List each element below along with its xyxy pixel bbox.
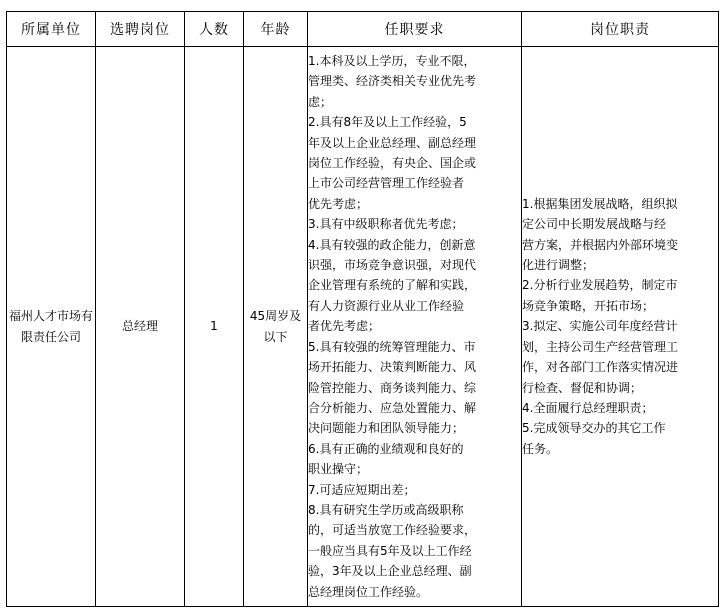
requirement-line: 年及以上企业总经理、副总经理 bbox=[308, 135, 477, 150]
duty-line: 任务。 bbox=[522, 441, 559, 456]
requirement-line: 险管控能力、商务谈判能力、综 bbox=[308, 380, 477, 395]
requirement-line: 7.可适应短期出差； bbox=[308, 482, 416, 497]
requirement-line: 6.具有正确的业绩观和良好的 bbox=[308, 441, 464, 456]
requirement-line: 的，可适当放宽工作经验要求， bbox=[308, 523, 477, 538]
header-duties: 岗位职责 bbox=[522, 12, 719, 47]
duty-line: 划，主持公司生产经营管理工 bbox=[522, 339, 679, 354]
requirement-line: 场开拓能力、决策判断能力、风 bbox=[308, 360, 477, 375]
requirement-line: 者优先考虑； bbox=[308, 319, 381, 334]
duty-line: 作，对各部门工作落实情况进 bbox=[522, 360, 679, 375]
cell-age: 45周岁及以下 bbox=[244, 47, 308, 607]
cell-duties bbox=[522, 47, 719, 607]
requirement-line: 职业操守； bbox=[308, 462, 369, 477]
requirement-line: 合分析能力、应急处置能力、解 bbox=[308, 400, 477, 415]
table-row bbox=[7, 47, 719, 607]
cell-unit: 福州人才市场有限责任公司 bbox=[7, 47, 96, 607]
requirement-line: 1.本科及以上学历，专业不限， bbox=[308, 54, 476, 69]
requirement-line: 3.具有中级职称者优先考虑； bbox=[308, 217, 464, 232]
duty-line: 2.分析行业发展趋势，制定市 bbox=[522, 278, 678, 293]
header-age: 年龄 bbox=[244, 12, 308, 47]
duty-line: 3.拟定、实施公司年度经营计 bbox=[522, 319, 678, 334]
cell-position: 总经理 bbox=[96, 47, 185, 607]
duty-line: 营方案，并根据内外部环境变 bbox=[522, 237, 679, 252]
duty-line: 场竞争策略，开拓市场； bbox=[522, 298, 655, 313]
duty-line: 5.完成领导交办的其它工作 bbox=[522, 421, 666, 436]
requirement-line: 一般应当具有5年及以上工作经 bbox=[308, 543, 472, 558]
requirement-line: 决问题能力和团队领导能力； bbox=[308, 421, 465, 436]
job-table bbox=[6, 11, 719, 607]
requirement-line: 企业管理有系统的了解和实践， bbox=[308, 278, 477, 293]
cell-requirements bbox=[308, 47, 522, 607]
header-requirements: 任职要求 bbox=[308, 12, 522, 47]
requirement-line: 8.具有研究生学历或高级职称 bbox=[308, 502, 464, 517]
duty-line: 化进行调整； bbox=[522, 258, 595, 273]
requirement-line: 识强，市场竞争意识强，对现代 bbox=[308, 258, 477, 273]
header-unit: 所属单位 bbox=[7, 12, 96, 47]
header-position: 选聘岗位 bbox=[96, 12, 185, 47]
requirement-line: 岗位工作经验，有央企、国企或 bbox=[308, 156, 477, 171]
duty-line: 4.全面履行总经理职责； bbox=[522, 400, 654, 415]
cell-count: 1 bbox=[185, 47, 244, 607]
duty-line: 行检查、督促和协调； bbox=[522, 380, 643, 395]
requirement-line: 虑； bbox=[308, 94, 333, 109]
requirement-line: 上市公司经营管理工作经验者 bbox=[308, 176, 465, 191]
requirement-line: 管理类、经济类相关专业优先考 bbox=[308, 74, 477, 89]
requirement-line: 2.具有8年及以上工作经验，5 bbox=[308, 115, 467, 130]
requirement-line: 总经理岗位工作经验。 bbox=[308, 584, 429, 599]
requirement-line: 4.具有较强的政企能力，创新意 bbox=[308, 237, 476, 252]
requirement-line: 验，3年及以上企业总经理、副 bbox=[308, 564, 472, 579]
requirement-line: 优先考虑； bbox=[308, 196, 369, 211]
header-row bbox=[7, 12, 719, 47]
header-count: 人数 bbox=[185, 12, 244, 47]
requirement-line: 5.具有较强的统筹管理能力、市 bbox=[308, 339, 476, 354]
duty-line: 定公司中长期发展战略与经 bbox=[522, 217, 667, 232]
duty-line: 1.根据集团发展战略，组织拟 bbox=[522, 196, 678, 211]
requirement-line: 有人力资源行业从业工作经验 bbox=[308, 298, 465, 313]
